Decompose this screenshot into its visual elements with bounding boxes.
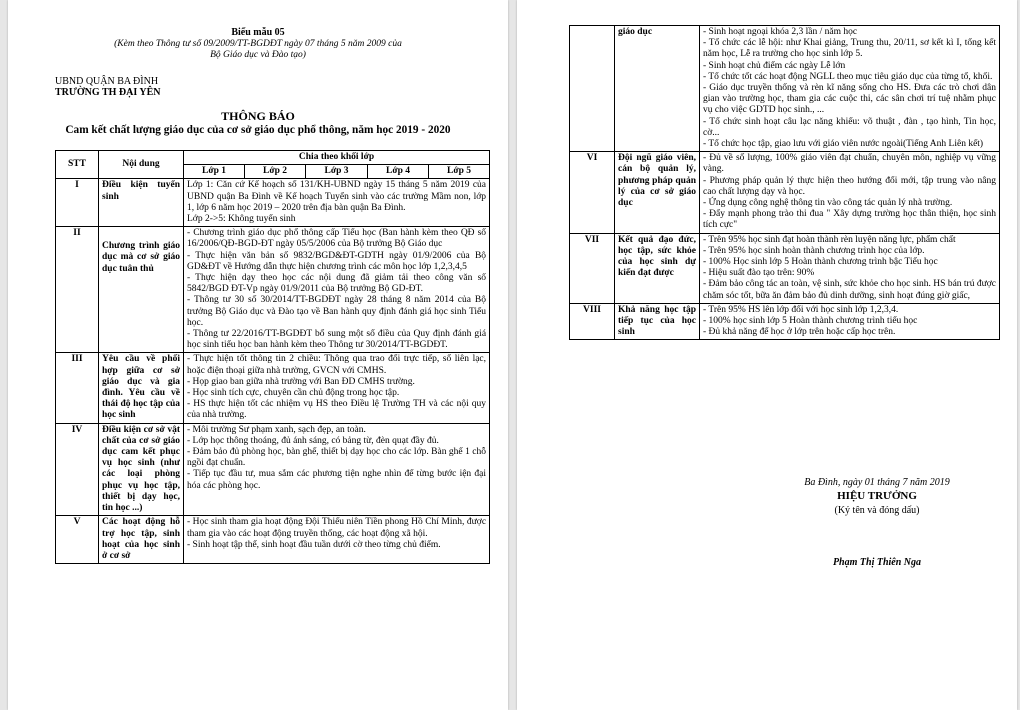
signature-note: (Ký tên và đóng dấu) [834, 505, 920, 516]
detail-line: - Đủ về số lượng, 100% giáo viên đạt chuẩn, chuyên môn, nghiệp vụ vững vàng. [703, 153, 996, 175]
row-details [184, 353, 490, 423]
detail-line: - Thực hiện văn bản số 9832/BGD&ĐT-GDTH ngày 01/9/2006 của Bộ GD&ĐT về Hướng dẫn thực hiện chương trình các môn học lớp 1,2,3,4,5 [187, 250, 487, 272]
org-parent: UBND QUẬN BA ĐÌNH [55, 76, 159, 87]
detail-line: Lớp 2->5: Không tuyển sinh [187, 214, 296, 225]
row-topic: Yêu cầu về phối hợp giữa cơ sở giáo dục và gia đình. Yêu cầu về thái độ học tập của học sinh [99, 353, 184, 423]
signature-role: HIỆU TRƯỞNG [837, 490, 917, 502]
row-topic: Kết quả đạo đức, học tập, sức khỏe của học sinh dự kiến đạt được [615, 233, 700, 303]
commitment-table-continued [569, 25, 1000, 340]
detail-line: - Thực hiện dạy theo học các nội dung đã giảm tải theo công văn số 5842/BGD ĐT-Vp ngày 01/9/2011 của Bộ trưởng Bộ GD-ĐT. [187, 273, 487, 295]
row-topic: Điều kiện cơ sở vật chất của cơ sở giáo dục cam kết phục vụ học sinh (như các loại phòng phục vụ học tập, thiết bị dạy học, tin học ...) [99, 423, 184, 516]
detail-line: - Trên 95% học sinh hoàn thành chương trình học của lớp. [703, 245, 925, 256]
detail-line: - Đảm bảo đủ phòng học, bàn ghế, thiết bị dạy học cho các lớp. Bàn ghế 1 chỗ ngồi đạt chuẩn. [187, 447, 487, 469]
form-note-line-2: Bộ Giáo dục và Đào tạo) [210, 50, 306, 60]
row-number: IV [56, 423, 99, 516]
header-content: Nội dung [99, 151, 184, 179]
commitment-table [55, 150, 490, 564]
row-number: V [56, 516, 99, 564]
signature-name: Phạm Thị Thiên Nga [832, 557, 922, 568]
row-number: II [56, 227, 99, 353]
row-topic: giáo dục [615, 26, 700, 152]
detail-line: - Thông tư 22/2016/TT-BGDĐT bổ sung một số điều của Quy định đánh giá học sinh tiểu học ban hành kèm theo Thông tư 30/2014/TT-BGDĐT. [187, 329, 487, 351]
row-details [184, 423, 490, 516]
header-grade-5: Lớp 5 [429, 165, 490, 179]
detail-line: - 100% Học sinh lớp 5 Hoàn thành chương trình bậc Tiểu học [703, 257, 938, 268]
detail-line: - Môi trường Sư phạm xanh, sạch đẹp, an toàn. [187, 424, 366, 435]
detail-line: - Đẩy mạnh phong trào thi đua " Xây dựng trường học thân thiện, học sinh tích cực" [703, 209, 996, 231]
detail-line: - Sinh hoạt tập thể, sinh hoạt đầu tuần dưới cờ theo từng chủ điểm. [187, 539, 441, 550]
row-number: VII [570, 233, 615, 303]
header-grades: Chia theo khối lớp [184, 151, 490, 165]
table-row [56, 227, 490, 353]
table-row [570, 26, 1000, 152]
table-row [56, 179, 490, 227]
detail-line: - Hiệu suất đào tạo trên: 90% [703, 268, 815, 279]
detail-line: - Họp giao ban giữa nhà trường với Ban ĐD CMHS trường. [187, 376, 415, 387]
detail-line: - Tổ chức sinh hoạt câu lạc năng khiếu: võ thuật , đàn , tạo hình, Tin học, cờ... [703, 116, 996, 138]
row-details [184, 179, 490, 227]
row-details [700, 233, 1000, 303]
header-grade-2: Lớp 2 [245, 165, 306, 179]
detail-line: - Tiếp tục đầu tư, mua sắm các phương tiện nghe nhìn để từng bước iện đại hóa các phòng học. [187, 469, 487, 491]
row-details [184, 516, 490, 564]
row-number: I [56, 179, 99, 227]
row-topic: Các hoạt động hỗ trợ học tập, sinh hoạt của học sinh ở cơ sở [99, 516, 184, 564]
table-row [570, 152, 1000, 233]
signature-place-date: Ba Đình, ngày 01 tháng 7 năm 2019 [804, 477, 950, 488]
row-topic: Điều kiện tuyển sinh [99, 179, 184, 227]
document-page-2 [517, 0, 1017, 710]
row-details [184, 227, 490, 353]
detail-line: - Trên 95% HS lên lớp đối với học sinh lớp 1,2,3,4. [703, 304, 899, 315]
detail-line: - Đủ khả năng để học ở lớp trên hoặc cấp học trên. [703, 327, 896, 338]
header-grade-1: Lớp 1 [184, 165, 245, 179]
detail-line: - Thông tư 30 số 30/2014/TT-BGDĐT ngày 28 tháng 8 năm 2014 của Bộ trưởng Bộ Giáo dục và Đào tạo về Ban hành quy định đánh giá học sinh Tiểu học. [187, 295, 487, 328]
detail-line: - Học sinh tích cực, chuyên cần chủ động trong học tập. [187, 388, 400, 399]
table-row [56, 353, 490, 423]
document-page-1 [8, 0, 508, 710]
row-details [700, 303, 1000, 340]
form-header [8, 27, 508, 62]
detail-line: - Tổ chức học tập, giao lưu với giáo viên nước ngoài(Tiếng Anh Liên kết) [703, 139, 984, 150]
row-number: III [56, 353, 99, 423]
detail-line: - Sinh hoạt chủ điểm các ngày Lễ lớn [703, 60, 846, 71]
table-row [56, 516, 490, 564]
document-subtitle: Cam kết chất lượng giáo dục của cơ sở giáo dục phổ thông, năm học 2019 - 2020 [65, 124, 451, 136]
form-title: Biểu mẫu 05 [231, 27, 285, 38]
detail-line: - Giáo dục truyền thống và rèn kĩ năng sống cho HS. Đưa các trò chơi dân gian vào trường học, tham gia các cuộc thi, các sân chơi trí tuệ nhằm phục vụ cho việc GDTD học sinh., ... [703, 83, 996, 116]
header-stt: STT [56, 151, 99, 179]
header-grade-3: Lớp 3 [306, 165, 368, 179]
row-details [700, 152, 1000, 233]
form-note-line-1: (Kèm theo Thông tư số 09/2009/TT-BGDĐT ngày 07 tháng 5 năm 2009 của [114, 38, 402, 49]
detail-line: - HS thực hiện tốt các nhiệm vụ HS theo Điều lệ Trường TH và các nội quy của nhà trường. [187, 399, 487, 421]
row-number: VI [570, 152, 615, 233]
org-school: TRƯỜNG TH ĐẠI YÊN [55, 87, 161, 98]
table-row [56, 423, 490, 516]
organization-block [55, 76, 160, 98]
row-number: VIII [570, 303, 615, 340]
detail-line: - Tổ chức các lễ hội: như Khai giảng, Trung thu, 20/11, sơ kết kì I, tổng kết năm học, Lễ ra trường cho học sinh lớp 5. [703, 38, 996, 60]
detail-line: - Phương pháp quản lý thực hiện theo hướng đổi mới, tập trung vào nâng cao chất lượng dạy và học. [703, 175, 996, 197]
row-topic: Chương trình giáo dục mà cơ sở giáo dục tuân thủ [99, 227, 184, 353]
table-row [570, 233, 1000, 303]
detail-line: - Học sinh tham gia hoạt động Đội Thiếu niên Tiền phong Hồ Chí Minh, được tham gia vào các hoạt động truyền thống, các hoạt động xã hội. [187, 517, 487, 539]
detail-line: - Lớp học thông thoáng, đủ ánh sáng, có bảng từ, đèn quạt đầy đủ. [187, 435, 439, 446]
detail-line: - Đảm bảo công tác an toàn, vệ sinh, sức khỏe cho học sinh. HS bán trú được chăm sóc tốt, bữa ăn đảm bảo đủ dinh dưỡng, sinh hoạt đúng giờ giấc, [703, 279, 996, 301]
detail-line: - Thực hiện tốt thông tin 2 chiều: Thông qua trao đổi trực tiếp, sổ liên lạc, hoặc điện thoại giữa nhà trường, GVCN với CMHS. [187, 354, 487, 376]
detail-line: - Trên 95% học sinh đạt hoàn thành rèn luyện năng lực, phẩm chất [703, 234, 956, 245]
detail-line: - Tổ chức tốt các hoạt động NGLL theo mục tiêu giáo dục của từng tổ, khối. [703, 71, 993, 82]
detail-line: Lớp 1: Căn cứ Kế hoạch số 131/KH-UBND ngày 15 tháng 5 năm 2019 của UBND quận Ba Đình về Kế hoạch Tuyển sinh vào các trường Mầm non, lớp 1, lớp 6 năm học 2019 – 2020 trên địa bàn quận Ba Đình. [187, 180, 487, 213]
detail-line: - Sinh hoạt ngoại khóa 2,3 lần / năm học [703, 27, 858, 37]
detail-line: - Ứng dụng công nghệ thông tin vào công tác quản lý nhà trường. [703, 198, 953, 209]
row-topic: Đội ngũ giáo viên, cán bộ quản lý, phương pháp quản lý của cơ sở giáo dục [615, 152, 700, 233]
row-topic: Khả năng học tập tiếp tục của học sinh [615, 303, 700, 340]
detail-line: - 100% học sinh lớp 5 Hoàn thành chương trình tiểu học [703, 316, 918, 327]
row-number [570, 26, 615, 152]
detail-line: - Chương trình giáo dục phổ thông cấp Tiểu học (Ban hành kèm theo QĐ số 16/2006/QĐ-BGD-ĐT ngày 05/5/2006 của Bộ trưởng Bộ Giáo dục [187, 228, 487, 250]
header-grade-4: Lớp 4 [368, 165, 429, 179]
table-row [570, 303, 1000, 340]
row-details [700, 26, 1000, 152]
document-title: THÔNG BÁO [221, 109, 295, 123]
